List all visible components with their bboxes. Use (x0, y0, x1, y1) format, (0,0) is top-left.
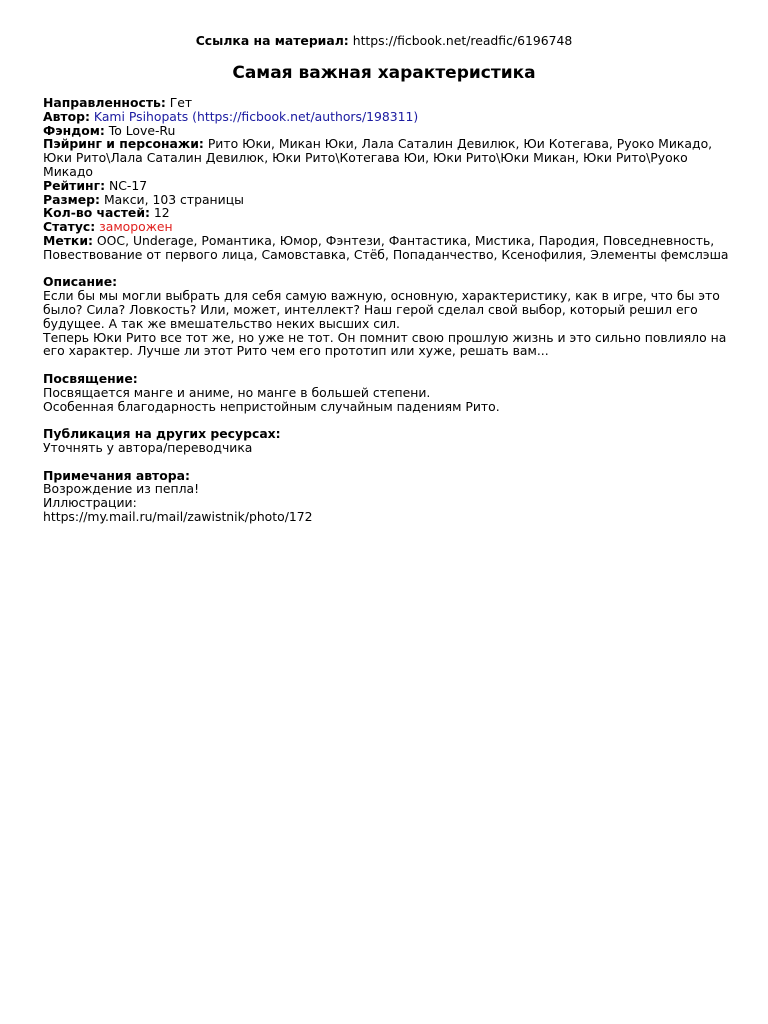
field-author (43, 110, 733, 124)
field-direction-value: Гет (169, 95, 193, 110)
notes-line: Возрождение из пепла! (43, 481, 200, 497)
description-heading: Описание: (43, 274, 118, 290)
description-paragraph: Теперь Юки Рито все тот же, но уже не тот. Он помнит свою прошлую жизнь и это сильно повлияло на его характер. Лучше ли этот Рито чем его прототип или хуже, решать вам... (43, 329, 727, 359)
field-parts-label: Кол-во частей: (43, 205, 150, 221)
field-pairings-label: Пэйринг и персонажи: (43, 136, 204, 152)
field-direction-label: Направленность: (43, 95, 166, 110)
field-tags (43, 234, 733, 262)
description-paragraph: Если бы мы могли выбрать для себя самую важную, основную, характеристику, как в игре, что бы это было? Сила? Ловкость? Или, может, интеллект? Наш герой сделал свой выбор, который решил его будущее. А так же вмешательство неких высших сил. (43, 288, 720, 331)
publication-heading: Публикация на других ресурсах: (43, 426, 281, 442)
notes-section (43, 469, 733, 524)
illustrations-url[interactable]: https://my.mail.ru/mail/zawistnik/photo/172 (43, 508, 313, 524)
field-size (43, 193, 733, 207)
notes-heading: Примечания автора: (43, 467, 190, 483)
publication-section (43, 427, 733, 455)
field-fandom-label: Фэндом: (43, 122, 105, 138)
field-tags-value: OOC, Underage, Романтика, Юмор, Фэнтези, Фантастика, Мистика, Пародия, Повседневность, Повествование от первого лица, Самовставка, Стёб, Попаданчество, Ксенофилия, Элементы фемслэша (43, 232, 729, 262)
dedication-heading: Посвящение: (43, 370, 138, 386)
description-section (43, 275, 733, 358)
source-label: Ссылка на материал: (195, 33, 349, 48)
field-parts-value: 12 (153, 205, 170, 221)
field-direction (43, 96, 733, 110)
field-size-value: Макси, 103 страницы (103, 191, 244, 207)
dedication-line: Посвящается манге и аниме, но манге в большей степени. (43, 384, 431, 400)
document-title: Самая важная характеристика (232, 63, 536, 83)
field-rating-value: NC-17 (108, 177, 148, 193)
publication-text: Уточнять у автора/переводчика (43, 439, 253, 455)
field-pairings (43, 137, 733, 178)
status-badge: заморожен (99, 219, 173, 235)
dedication-line: Особенная благодарность непристойным случайным падениям Рито. (43, 398, 500, 414)
notes-line: Иллюстрации: (43, 495, 137, 511)
field-size-label: Размер: (43, 191, 100, 207)
field-status-label: Статус: (43, 219, 96, 235)
field-fandom (43, 124, 733, 138)
field-rating-label: Рейтинг: (43, 177, 106, 193)
field-pairings-value: Рито Юки, Микан Юки, Лала Саталин Девилюк, Юи Котегава, Руоко Микадо, Юки Рито\Лала Саталин Девилюк, Юки Рито\Котегава Юи, Юки Рито\Юки Микан, Юки Рито\Руоко Микадо (43, 136, 713, 179)
author-link[interactable]: Kami Psihopats (https://ficbook.net/authors/198311) (93, 108, 419, 124)
field-tags-label: Метки: (43, 232, 93, 248)
field-rating (43, 179, 733, 193)
dedication-section (43, 372, 733, 413)
source-url[interactable]: https://ficbook.net/readfic/6196748 (352, 33, 573, 48)
field-status (43, 220, 733, 234)
source-line (0, 34, 768, 48)
field-fandom-value: To Love-Ru (108, 122, 176, 138)
field-author-label: Автор: (43, 108, 90, 124)
document-body (43, 96, 733, 524)
field-parts (43, 206, 733, 220)
